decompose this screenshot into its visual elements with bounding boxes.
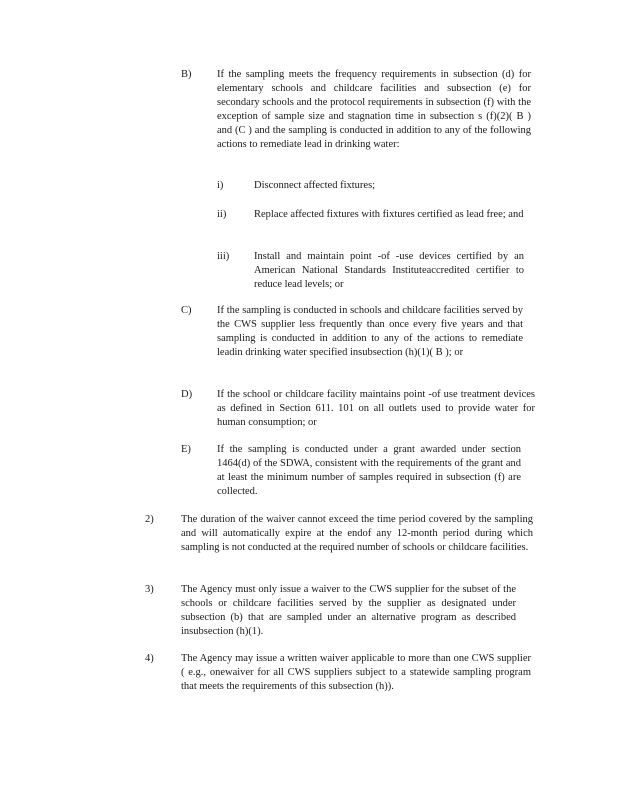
subitem-iii-text: Install and maintain point -of -use devices certified by an American National Standards Instituteaccredited certifier to reduce lead levels; or (254, 251, 524, 290)
item-3-text: The Agency must only issue a waiver to the CWS supplier for the subset of the schools or childcare facilities served by the supplier as designated under subsection (b) that are sampled under an alternative program as described insubsection (h)(1). (181, 584, 516, 637)
item-e-label: E) (181, 444, 191, 455)
item-2-label: 2) (145, 514, 154, 525)
item-c-text: If the sampling is conducted in schools and childcare facilities served by the CWS supplier less frequently than once every five years and that sampling is conducted in addition to any of the actions to remediate leadin drinking water specified insubsection (h)(1)( B ); or (217, 305, 523, 358)
item-c-label: C) (181, 305, 192, 316)
subitem-i-text: Disconnect affected fixtures; (254, 180, 376, 191)
subitem-ii-label: ii) (217, 209, 227, 220)
item-3-label: 3) (145, 584, 154, 595)
subitem-i-label: i) (217, 180, 224, 191)
item-b-label: B) (181, 69, 192, 80)
item-4-label: 4) (145, 653, 154, 664)
item-2-text: The duration of the waiver cannot exceed the time period covered by the sampling and will automatically expire at the endof any 12-month period during which sampling is not conducted at the required number of schools or childcare facilities. (181, 514, 533, 553)
item-4-text: The Agency may issue a written waiver applicable to more than one CWS supplier ( e.g., onewaiver for all CWS suppliers subject to a statewide sampling program that meets the requirements of this subsection (h)). (181, 653, 531, 692)
item-d-label: D) (181, 389, 193, 400)
item-b-text: If the sampling meets the frequency requirements in subsection (d) for elementary schools and childcare facilities and subsection (e) for secondary schools and the protocol requirements in subsection (f) with the exception of sample size and stagnation time in subsection s (f)(2)( B ) and (C ) and the sampling is conducted in addition to any of the following actions to remediate lead in drinking water: (217, 69, 531, 150)
item-e-text: If the sampling is conducted under a grant awarded under section 1464(d) of the SDWA, consistent with the requirements of the grant and at least the minimum number of samples required in subsection (f) are collected. (217, 444, 521, 497)
item-d-text: If the school or childcare facility maintains point -of use treatment devices as defined in Section 611. 101 on all outlets used to provide water for human consumption; or (217, 389, 535, 428)
subitem-iii-label: iii) (217, 251, 230, 262)
subitem-ii-text: Replace affected fixtures with fixtures certified as lead free; and (254, 209, 524, 220)
